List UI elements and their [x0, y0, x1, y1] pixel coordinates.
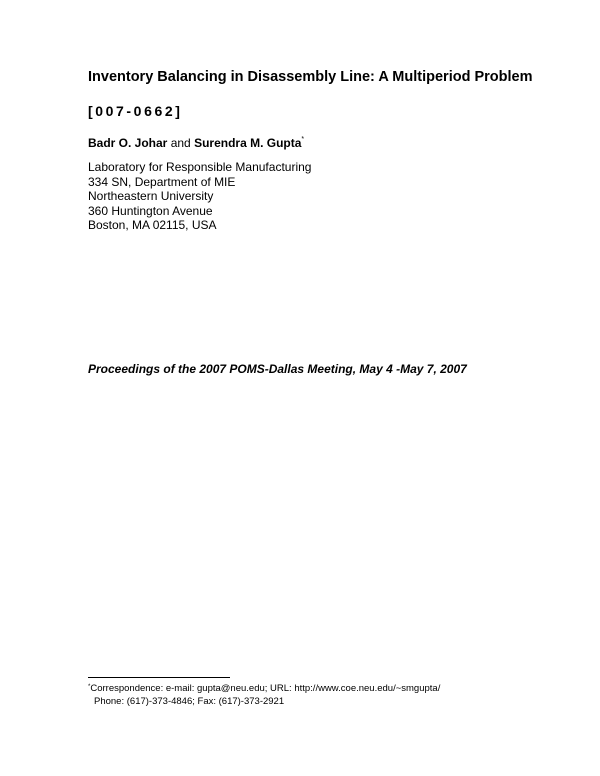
- author-first: Badr O. Johar: [88, 136, 168, 150]
- author-second: Surendra M. Gupta: [194, 136, 302, 150]
- footnote-line-1: [88, 683, 440, 696]
- affiliation-line: Boston, MA 02115, USA: [88, 218, 217, 232]
- affiliation-line: 334 SN, Department of MIE: [88, 174, 236, 189]
- footnote-marker: *: [88, 684, 91, 690]
- paper-title: Inventory Balancing in Disassembly Line: A Multiperiod Problem: [88, 69, 533, 85]
- affiliation-line: Laboratory for Responsible Manufacturing: [88, 160, 312, 174]
- author-connector: and: [170, 136, 191, 150]
- footnote: [88, 683, 440, 708]
- footnote-text: Correspondence: e-mail: gupta@neu.edu; URL: http://www.coe.neu.edu/~smgupta/: [90, 683, 441, 694]
- footnote-line-2: Phone: (617)-373-4846; Fax: (617)-373-2921: [94, 695, 285, 707]
- affiliation-line: 360 Huntington Avenue: [88, 203, 213, 218]
- affiliation-block: [88, 160, 311, 233]
- affiliation-line: Northeastern University: [88, 189, 214, 203]
- author-line: [88, 136, 304, 150]
- correspondence-marker: *: [301, 136, 305, 143]
- footnote-rule: [88, 677, 230, 678]
- paper-id: [007-0662]: [88, 103, 183, 119]
- proceedings-note: Proceedings of the 2007 POMS-Dallas Meeting, May 4 -May 7, 2007: [88, 362, 467, 376]
